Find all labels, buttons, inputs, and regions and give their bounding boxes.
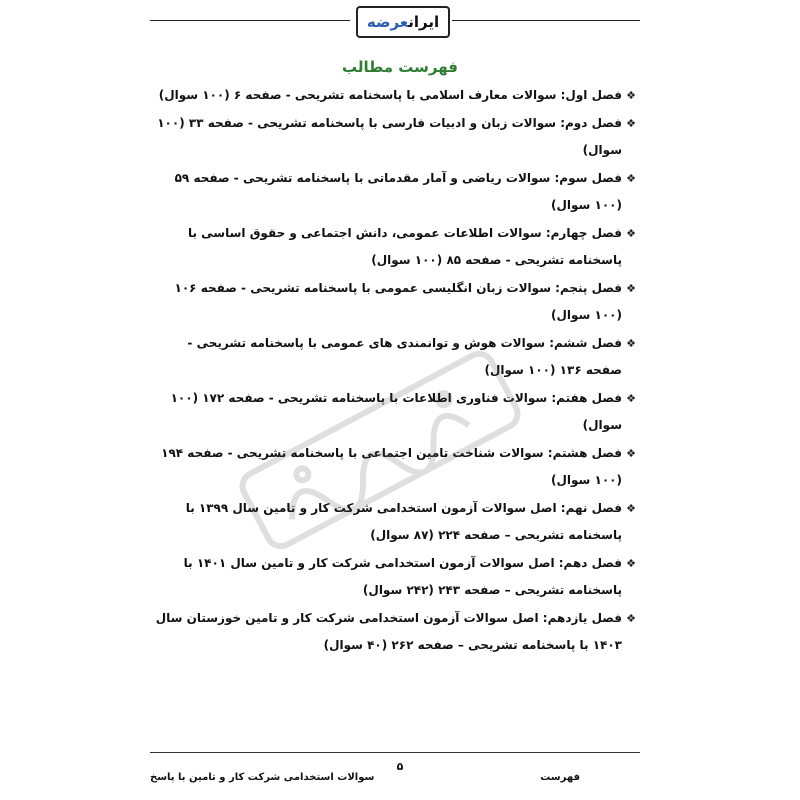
page-title: فهرست مطالب bbox=[342, 58, 458, 76]
toc-item-text: فصل چهارم: سوالات اطلاعات عمومی، دانش اجتماعی و حقوق اساسی با پاسخنامه تشریحی - صفحه ۸۵ (۱۰۰ سوال) bbox=[187, 226, 622, 267]
bullet-icon: ❖ bbox=[626, 282, 636, 295]
toc-item bbox=[150, 605, 640, 659]
toc-item bbox=[150, 110, 640, 164]
toc-item-text: فصل دوم: سوالات زبان و ادبیات فارسی با پاسخنامه تشریحی - صفحه ۳۳ (۱۰۰ سوال) bbox=[157, 116, 622, 157]
toc-item bbox=[150, 440, 640, 494]
brand-logo bbox=[356, 6, 450, 38]
logo-prefix: ایران bbox=[408, 13, 440, 31]
bullet-icon: ❖ bbox=[626, 612, 636, 625]
toc-item bbox=[150, 550, 640, 604]
toc-item bbox=[150, 275, 640, 329]
toc-item bbox=[150, 385, 640, 439]
toc-list bbox=[150, 82, 640, 660]
footer-rule bbox=[150, 752, 640, 753]
footer-section-label: فهرست bbox=[540, 772, 580, 783]
bullet-icon: ❖ bbox=[626, 447, 636, 460]
toc-item-text: فصل سوم: سوالات ریاضی و آمار مقدماتی با پاسخنامه تشریحی - صفحه ۵۹ (۱۰۰ سوال) bbox=[174, 171, 622, 212]
toc-item bbox=[150, 495, 640, 549]
page-number: ۵ bbox=[396, 760, 404, 773]
toc-item bbox=[150, 82, 640, 109]
toc-item bbox=[150, 330, 640, 384]
logo-text bbox=[367, 13, 439, 31]
bullet-icon: ❖ bbox=[626, 227, 636, 240]
bullet-icon: ❖ bbox=[626, 392, 636, 405]
toc-item-text: فصل پنجم: سوالات زبان انگلیسی عمومی با پاسخنامه تشریحی - صفحه ۱۰۶ (۱۰۰ سوال) bbox=[174, 281, 622, 322]
toc-item-text: فصل اول: سوالات معارف اسلامی با پاسخنامه تشریحی - صفحه ۶ (۱۰۰ سوال) bbox=[158, 88, 622, 102]
bullet-icon: ❖ bbox=[626, 337, 636, 350]
footer-book-title: سوالات استخدامی شرکت کار و تامین با پاسخ bbox=[150, 772, 375, 783]
toc-item-text: فصل ششم: سوالات هوش و توانمندی های عمومی با پاسخنامه تشریحی - صفحه ۱۳۶ (۱۰۰ سوال) bbox=[187, 336, 622, 377]
logo-accent: عرضه bbox=[366, 13, 409, 31]
toc-item-text: فصل دهم: اصل سوالات آزمون استخدامی شرکت کار و تامین سال ۱۴۰۱ با پاسخنامه تشریحی – صفحه ۲۴۳ (۲۴۲ سوال) bbox=[183, 556, 622, 597]
bullet-icon: ❖ bbox=[626, 502, 636, 515]
header-rule-right bbox=[452, 20, 640, 21]
toc-item-text: فصل یازدهم: اصل سوالات آزمون استخدامی شرکت کار و تامین خوزستان سال ۱۴۰۳ با پاسخنامه تشریحی – صفحه ۲۶۲ (۴۰ سوال) bbox=[155, 611, 622, 652]
toc-item-text: فصل هفتم: سوالات فناوری اطلاعات با پاسخنامه تشریحی - صفحه ۱۷۲ (۱۰۰ سوال) bbox=[170, 391, 622, 432]
toc-item-text: فصل نهم: اصل سوالات آزمون استخدامی شرکت کار و تامین سال ۱۳۹۹ با پاسخنامه تشریحی – صفحه ۲۲۴ (۸۷ سوال) bbox=[185, 501, 622, 542]
toc-item-text: فصل هشتم: سوالات شناخت تامین اجتماعی با پاسخنامه تشریحی - صفحه ۱۹۴ (۱۰۰ سوال) bbox=[161, 446, 622, 487]
toc-item bbox=[150, 220, 640, 274]
bullet-icon: ❖ bbox=[626, 172, 636, 185]
bullet-icon: ❖ bbox=[626, 89, 636, 102]
bullet-icon: ❖ bbox=[626, 117, 636, 130]
toc-item bbox=[150, 165, 640, 219]
bullet-icon: ❖ bbox=[626, 557, 636, 570]
header-rule-left bbox=[150, 20, 350, 21]
